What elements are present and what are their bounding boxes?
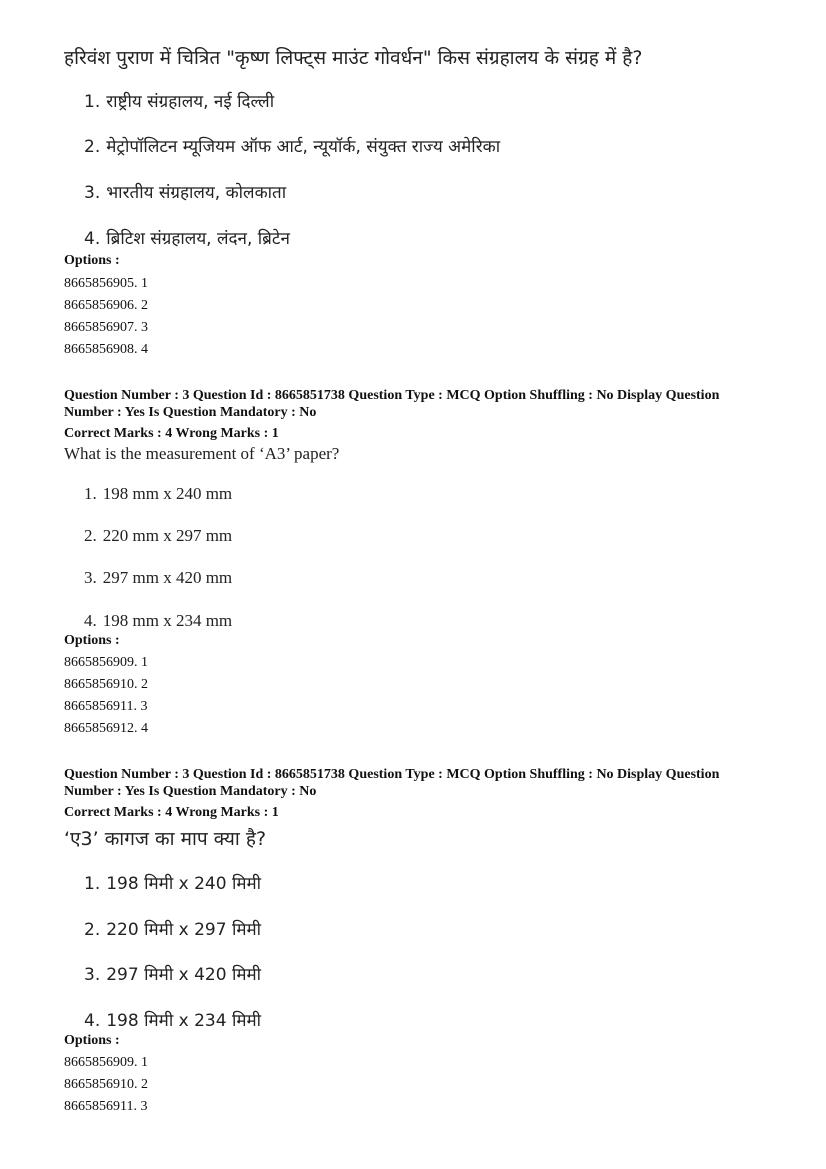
marks-line: Correct Marks : 4 Wrong Marks : 1 — [64, 805, 279, 820]
choice-number: 1. — [84, 484, 97, 503]
choice-2 — [84, 917, 261, 940]
options-label: Options : — [64, 1033, 120, 1048]
choice-4 — [84, 226, 290, 249]
choice-number: 2. — [84, 920, 101, 940]
choice-text: 198 मिमी x 240 मिमी — [106, 874, 262, 894]
choice-text: राष्ट्रीय संग्रहालय, नई दिल्ली — [106, 92, 275, 112]
option-id: 8665856905. 1 — [64, 276, 148, 291]
choice-number: 2. — [84, 526, 97, 545]
choice-number: 3. — [84, 568, 97, 587]
option-id: 8665856909. 1 — [64, 1055, 148, 1070]
option-id: 8665856906. 2 — [64, 298, 148, 313]
choice-1 — [84, 89, 274, 112]
option-id: 8665856912. 4 — [64, 721, 148, 736]
choice-number: 1. — [84, 92, 101, 112]
choice-text: 198 मिमी x 234 मिमी — [106, 1011, 262, 1031]
question-text-english: What is the measurement of ‘A3’ paper? — [64, 444, 340, 463]
choice-number: 4. — [84, 229, 101, 249]
choice-text: 297 mm x 420 mm — [102, 568, 233, 587]
option-id: 8665856910. 2 — [64, 677, 148, 692]
choice-number: 4. — [84, 611, 97, 630]
choice-number: 3. — [84, 965, 101, 985]
choice-text: 198 mm x 234 mm — [102, 611, 233, 630]
question-meta-line1: Question Number : 3 Question Id : 8665851738 Question Type : MCQ Option Shuffling : No Display Question — [64, 767, 720, 782]
choice-text: 220 mm x 297 mm — [102, 526, 233, 545]
options-label: Options : — [64, 633, 120, 648]
choice-3 — [84, 568, 232, 588]
option-id: 8665856909. 1 — [64, 655, 148, 670]
marks-line: Correct Marks : 4 Wrong Marks : 1 — [64, 426, 279, 441]
choice-1 — [84, 871, 261, 894]
choice-3 — [84, 962, 261, 985]
choice-number: 4. — [84, 1011, 101, 1031]
question-meta-line1: Question Number : 3 Question Id : 8665851738 Question Type : MCQ Option Shuffling : No Display Question — [64, 388, 720, 403]
choice-text: ब्रिटिश संग्रहालय, लंदन, ब्रिटेन — [106, 229, 290, 249]
choice-text: भारतीय संग्रहालय, कोलकाता — [106, 183, 287, 203]
option-id: 8665856910. 2 — [64, 1077, 148, 1092]
choice-text: 297 मिमी x 420 मिमी — [106, 965, 262, 985]
question-text-hindi-2: ‘ए3’ कागज का माप क्या है? — [64, 828, 267, 850]
choice-4 — [84, 611, 232, 631]
option-id: 8665856907. 3 — [64, 320, 148, 335]
choice-1 — [84, 484, 232, 504]
choice-text: 220 मिमी x 297 मिमी — [106, 920, 262, 940]
question-meta-line2: Number : Yes Is Question Mandatory : No — [64, 784, 317, 799]
choice-number: 3. — [84, 183, 101, 203]
choice-text: मेट्रोपॉलिटन म्यूजियम ऑफ आर्ट, न्यूयॉर्क, संयुक्त राज्य अमेरिका — [106, 137, 501, 157]
choice-4 — [84, 1008, 261, 1031]
choice-text: 198 mm x 240 mm — [102, 484, 233, 503]
question-text-hindi-1: हरिवंश पुराण में चित्रित "कृष्ण लिफ्ट्स माउंट गोवर्धन" किस संग्रहालय के संग्रह में है? — [64, 47, 643, 69]
choice-2 — [84, 134, 500, 157]
option-id: 8665856908. 4 — [64, 342, 148, 357]
options-label: Options : — [64, 253, 120, 268]
option-id: 8665856911. 3 — [64, 699, 148, 714]
choice-2 — [84, 526, 232, 546]
choice-number: 1. — [84, 874, 101, 894]
question-meta-line2: Number : Yes Is Question Mandatory : No — [64, 405, 317, 420]
choice-number: 2. — [84, 137, 101, 157]
choice-3 — [84, 180, 286, 203]
option-id: 8665856911. 3 — [64, 1099, 148, 1114]
